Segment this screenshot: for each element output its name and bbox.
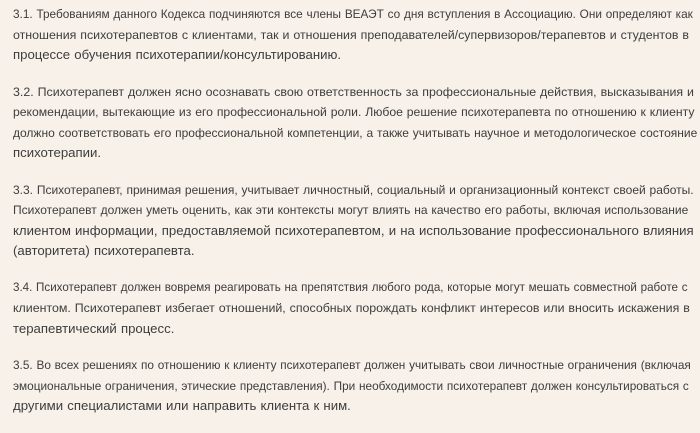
- paragraph-3-5: [13, 355, 697, 417]
- paragraph-line: психотерапии.: [13, 145, 102, 160]
- paragraph-line: 3.5. Во всех решениях по отношению к клиенту психотерапевт должен учитывать свои личностные ограничения (включая: [13, 358, 691, 372]
- paragraph-line: процессе обучения психотерапии/консультированию.: [13, 47, 342, 62]
- paragraph-line: рекомендации, вытекающие из его профессиональной роли. Любое решение психотерапевта по отношению к клиенту: [13, 105, 695, 119]
- paragraph-3-4: [13, 278, 697, 340]
- paragraph-line: клиентом информации, предоставляемой психотерапевтом, и на использование профессионального влияния: [13, 222, 694, 238]
- paragraph-line: 3.1. Требованиям данного Кодекса подчиняются все члены ВЕАЭТ со дня вступления в Ассоциацию. Они определяют как: [13, 7, 693, 21]
- paragraph-line: 3.4. Психотерапевт должен вовремя реагировать на препятствия любого рода, которые могут мешать совместной работе с: [13, 280, 688, 294]
- paragraph-line: должно соответствовать его профессиональной компетенции, а также учитывать научное и методологическое состояние: [13, 125, 698, 140]
- paragraph-3-3: [13, 180, 697, 262]
- paragraph-line: 3.2. Психотерапевт должен ясно осознавать свою ответственность за профессиональные действия, высказывания и: [13, 84, 694, 99]
- paragraph-line: отношения психотерапевтов с клиентами, так и отношения преподавателей/супервизоров/терапевтов и студентов в: [13, 27, 689, 42]
- paragraph-line: другими специалистами или направить клиента к ним.: [13, 398, 351, 413]
- paragraph-line: терапевтический процесс.: [13, 320, 175, 336]
- paragraph-line: клиентом. Психотерапевт избегает отношений, способных порождать конфликт интересов или вносить искажения в: [13, 301, 690, 315]
- paragraph-3-1: [13, 4, 697, 66]
- paragraph-line: (авторитета) психотерапевта.: [13, 243, 195, 258]
- paragraph-line: эмоциональные ограничения, этические представления). При необходимости психотерапевт должен консультироваться с: [13, 378, 689, 393]
- paragraph-line: Психотерапевт должен уметь оценить, как эти контексты могут влиять на качество его работы, включая использование: [13, 203, 689, 217]
- paragraph-line: 3.3. Психотерапевт, принимая решения, учитывает личностный, социальный и организационный контекст своей работы.: [13, 182, 694, 197]
- document-body: [13, 4, 697, 433]
- paragraph-3-2: [13, 82, 697, 164]
